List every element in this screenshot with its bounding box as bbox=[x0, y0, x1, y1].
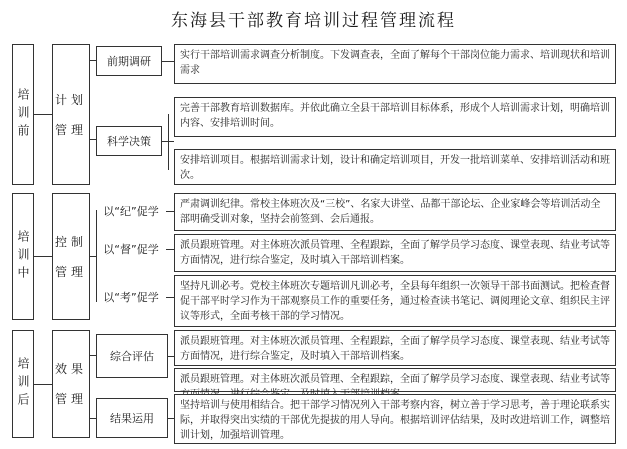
sub-label-bottom: 管理 bbox=[54, 264, 87, 279]
detail-evaluation-1: 派员跟班管理。对主体班次派员管理、全程跟踪，全面了解学员学习态度、课堂表现、结业考试等方面情况，进行综合鉴定，及时填入干部培训档案。 bbox=[174, 330, 616, 366]
detail-decision-1: 完善干部教育培训数据库。并依此确立全县干部培训目标体系，形成个人培训需求计划，明确培训内容、安排培训时间。 bbox=[174, 97, 616, 137]
connector bbox=[34, 256, 52, 257]
sub-box-control bbox=[52, 193, 90, 320]
phase-label-during: 培训中 bbox=[16, 229, 30, 284]
sub-label-top: 计划 bbox=[54, 92, 87, 107]
page-title: 东海县干部教育培训过程管理流程 bbox=[171, 11, 456, 31]
detail-exam: 坚持凡训必考。党校主体班次专题培训凡训必考，全县每年组织一次领导干部书面测试。把检查督促干部平时学习作为干部观察员工作的重要任务，通过检查读书笔记、调阅理论文章、组织民主评议等形式，全面考核干部的学习情况。 bbox=[174, 275, 616, 327]
connector bbox=[34, 114, 52, 115]
item-label-decision: 科学决策 bbox=[96, 126, 162, 156]
phase-label-before: 培训前 bbox=[16, 87, 30, 142]
sub-label-top: 控制 bbox=[54, 234, 87, 249]
phase-box-before bbox=[12, 44, 34, 185]
item-label-supervise: 以“督”促学 bbox=[103, 243, 159, 256]
item-label-application: 结果运用 bbox=[96, 398, 168, 438]
item-label-exam: 以“考”促学 bbox=[103, 291, 159, 304]
detail-supervise: 派员跟班管理。对主体班次派员管理、全程跟踪，全面了解学员学习态度、课堂表现、结业考试等方面情况，进行综合鉴定，及时填入干部培训档案。 bbox=[174, 234, 616, 272]
sub-box-plan bbox=[52, 44, 90, 185]
connector bbox=[162, 61, 174, 62]
phase-box-during bbox=[12, 193, 34, 320]
connector bbox=[166, 297, 174, 298]
item-label-research: 前期调研 bbox=[96, 46, 162, 76]
sub-label-bottom: 管理 bbox=[54, 122, 87, 137]
detail-research: 实行干部培训需求调查分析制度。下发调查表，全面了解每个干部岗位能力需求、培训现状和培训需求 bbox=[174, 44, 616, 84]
connector bbox=[34, 384, 52, 385]
detail-decision-2: 安排培训项目。根据培训需求计划，设计和确定培训项目，开发一批培训菜单、安排培训活动和班次。 bbox=[174, 149, 616, 185]
connector bbox=[166, 211, 174, 212]
item-label-discipline: 以“纪”促学 bbox=[103, 205, 159, 218]
sub-label-bottom: 管理 bbox=[54, 392, 87, 406]
detail-discipline: 严肃调训纪律。常校主体班次及“三校”、名家大讲堂、品都干部论坛、企业家峰会等培训活动全部明确受训对象，坚持会前签到、会后通报。 bbox=[174, 193, 616, 231]
detail-application: 坚持培训与使用相结合。把干部学习情况列入干部考察内容，树立善于学习思考，善于理论联系实际，并取得突出实绩的干部优先提拔的用人导向。根据培训评估结果，及时改进培训工作，调整培训计划，加强培训管理。 bbox=[174, 394, 616, 444]
sub-label-top: 效果 bbox=[54, 362, 87, 376]
connector bbox=[168, 114, 169, 170]
phase-box-after bbox=[12, 330, 34, 438]
detail-evaluation-2: 派员跟班管理。对主体班次派员管理、全程跟踪，全面了解学员学习态度、课堂表现、结业考试等 bbox=[174, 368, 616, 392]
phase-label-after: 培训后 bbox=[16, 357, 30, 411]
connector bbox=[166, 249, 174, 250]
sub-box-effect bbox=[52, 330, 90, 438]
item-label-evaluation: 综合评估 bbox=[96, 334, 168, 378]
